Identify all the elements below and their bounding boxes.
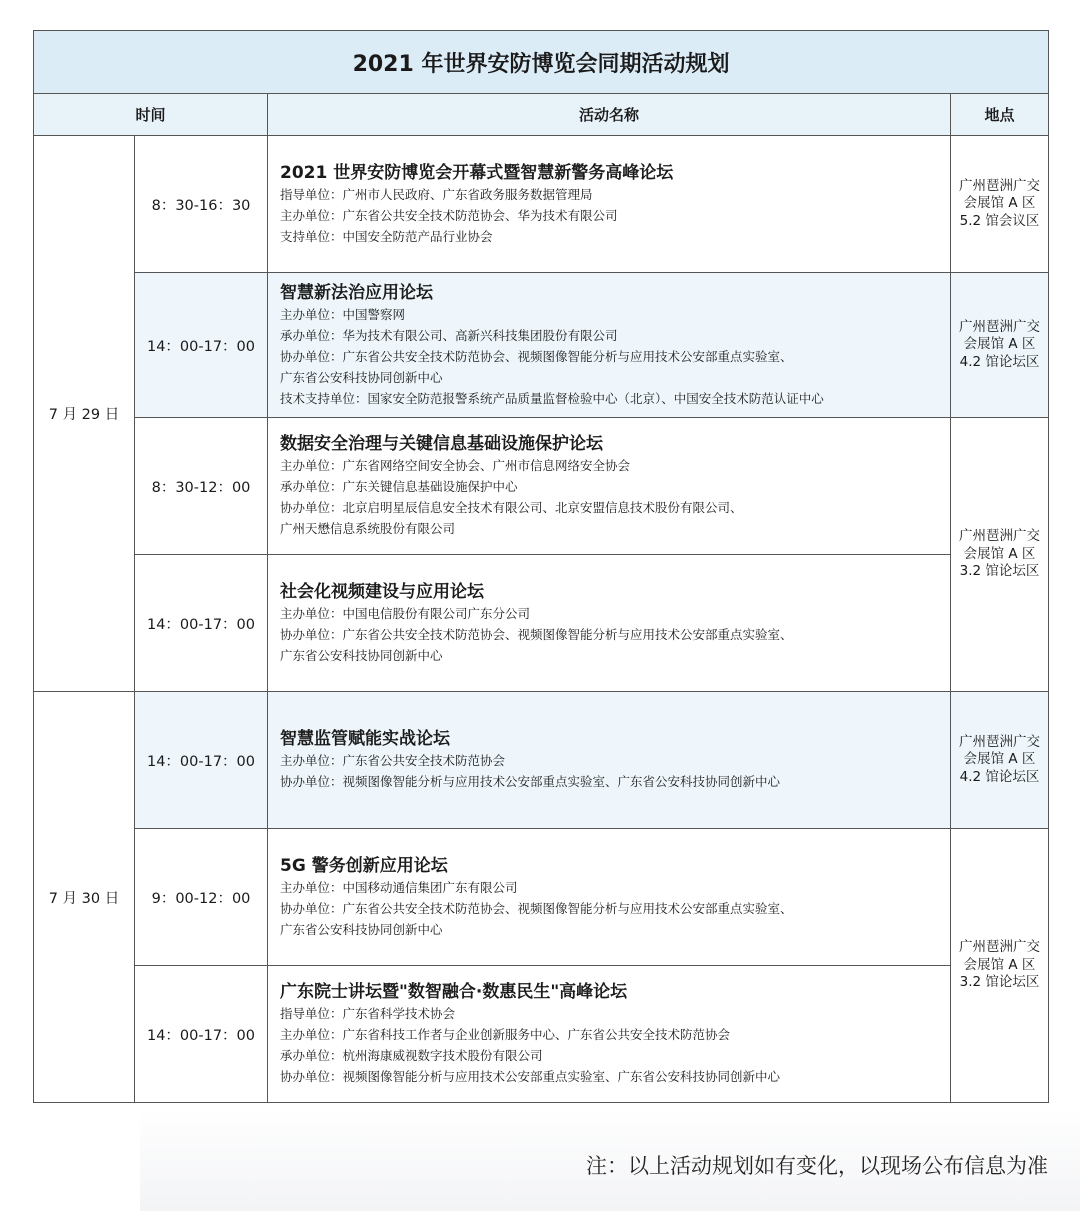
activity-name: 广东院士讲坛暨"数智融合·数惠民生"高峰论坛 xyxy=(280,982,628,1002)
header-time: 时间 xyxy=(34,94,268,136)
organizer-line: 承办单位：杭州海康威视数字技术股份有限公司 xyxy=(280,1048,543,1063)
activity-cell xyxy=(268,273,951,418)
table-row xyxy=(34,273,1049,418)
time-cell: 14：00-17：00 xyxy=(135,555,268,692)
organizer-line: 主办单位：广东省科技工作者与企业创新服务中心、广东省公共安全技术防范协会 xyxy=(280,1027,731,1042)
activity-cell xyxy=(268,136,951,273)
organizer-line: 技术支持单位：国家安全防范报警系统产品质量监督检验中心（北京）、中国安全技术防范认证中心 xyxy=(280,390,824,406)
organizer-line: 协办单位：广东省公共安全技术防范协会、视频图像智能分析与应用技术公安部重点实验室、 xyxy=(280,900,793,916)
table-row xyxy=(34,966,1049,1103)
organizer-line: 协办单位：广东省公共安全技术防范协会、视频图像智能分析与应用技术公安部重点实验室、 xyxy=(280,348,793,364)
venue-cell: 广州琶洲广交会展馆 A 区 4.2 馆论坛区 xyxy=(951,273,1049,418)
footnote: 注：以上活动规划如有变化，以现场公布信息为准 xyxy=(586,1154,1048,1178)
activity-cell xyxy=(268,692,951,829)
activity-cell xyxy=(268,829,951,966)
time-cell: 14：00-17：00 xyxy=(135,966,268,1103)
date-cell: 7 月 30 日 xyxy=(34,692,135,1103)
organizer-line: 主办单位：中国电信股份有限公司广东分公司 xyxy=(280,605,531,621)
organizer-line: 主办单位：广东省公共安全技术防范协会 xyxy=(280,753,506,768)
organizer-line: 主办单位：广东省公共安全技术防范协会、华为技术有限公司 xyxy=(280,207,618,223)
activity-cell xyxy=(268,418,951,555)
table-row xyxy=(34,136,1049,273)
organizer-line: 主办单位：中国警察网 xyxy=(280,306,406,322)
venue-cell: 广州琶洲广交会展馆 A 区 5.2 馆会议区 xyxy=(951,136,1049,273)
activity-name: 2021 世界安防博览会开幕式暨智慧新警务高峰论坛 xyxy=(280,162,674,183)
table-row xyxy=(34,418,1049,555)
organizer-line: 指导单位：广州市人民政府、广东省政务服务数据管理局 xyxy=(280,186,593,202)
table-row xyxy=(34,555,1049,692)
organizer-line: 协办单位：视频图像智能分析与应用技术公安部重点实验室、广东省公安科技协同创新中心 xyxy=(280,1069,781,1084)
table-row xyxy=(34,829,1049,966)
organizer-line: 广东省公安科技协同创新中心 xyxy=(280,369,443,385)
organizer-line: 协办单位：视频图像智能分析与应用技术公安部重点实验室、广东省公安科技协同创新中心 xyxy=(280,774,781,789)
table-title: 2021 年世界安防博览会同期活动规划 xyxy=(34,31,1049,94)
activity-name: 智慧新法治应用论坛 xyxy=(280,282,433,303)
header-activity: 活动名称 xyxy=(268,94,951,136)
time-cell: 14：00-17：00 xyxy=(135,692,268,829)
venue-cell: 广州琶洲广交会展馆 A 区 4.2 馆论坛区 xyxy=(951,692,1049,829)
activity-cell xyxy=(268,966,951,1103)
venue-cell: 广州琶洲广交会展馆 A 区 3.2 馆论坛区 xyxy=(951,418,1049,692)
activity-name: 社会化视频建设与应用论坛 xyxy=(280,581,484,602)
venue-cell: 广州琶洲广交会展馆 A 区 3.2 馆论坛区 xyxy=(951,829,1049,1103)
time-cell: 8：30-12：00 xyxy=(135,418,268,555)
organizer-line: 协办单位：北京启明星辰信息安全技术有限公司、北京安盟信息技术股份有限公司、 xyxy=(280,500,743,515)
header-venue: 地点 xyxy=(951,94,1049,136)
activity-cell xyxy=(268,555,951,692)
organizer-line: 指导单位：广东省科学技术协会 xyxy=(280,1006,456,1021)
activity-name: 5G 警务创新应用论坛 xyxy=(280,855,448,876)
date-cell: 7 月 29 日 xyxy=(34,136,135,692)
organizer-line: 主办单位：广东省网络空间安全协会、广州市信息网络安全协会 xyxy=(280,458,631,473)
organizer-line: 主办单位：中国移动通信集团广东有限公司 xyxy=(280,879,518,895)
organizer-line: 承办单位：广东关键信息基础设施保护中心 xyxy=(280,479,518,494)
organizer-line: 支持单位：中国安全防范产品行业协会 xyxy=(280,228,493,244)
time-cell: 8：30-16：30 xyxy=(135,136,268,273)
organizer-line: 广州天懋信息系统股份有限公司 xyxy=(280,521,456,536)
time-cell: 9：00-12：00 xyxy=(135,829,268,966)
table-row xyxy=(34,692,1049,829)
organizer-line: 广东省公安科技协同创新中心 xyxy=(280,647,443,663)
activity-schedule-table xyxy=(33,30,1049,1103)
organizer-line: 广东省公安科技协同创新中心 xyxy=(280,921,443,937)
activity-name: 智慧监管赋能实战论坛 xyxy=(280,729,450,749)
activity-name: 数据安全治理与关键信息基础设施保护论坛 xyxy=(280,434,603,454)
organizer-line: 协办单位：广东省公共安全技术防范协会、视频图像智能分析与应用技术公安部重点实验室、 xyxy=(280,626,793,642)
organizer-line: 承办单位：华为技术有限公司、高新兴科技集团股份有限公司 xyxy=(280,327,618,343)
time-cell: 14：00-17：00 xyxy=(135,273,268,418)
